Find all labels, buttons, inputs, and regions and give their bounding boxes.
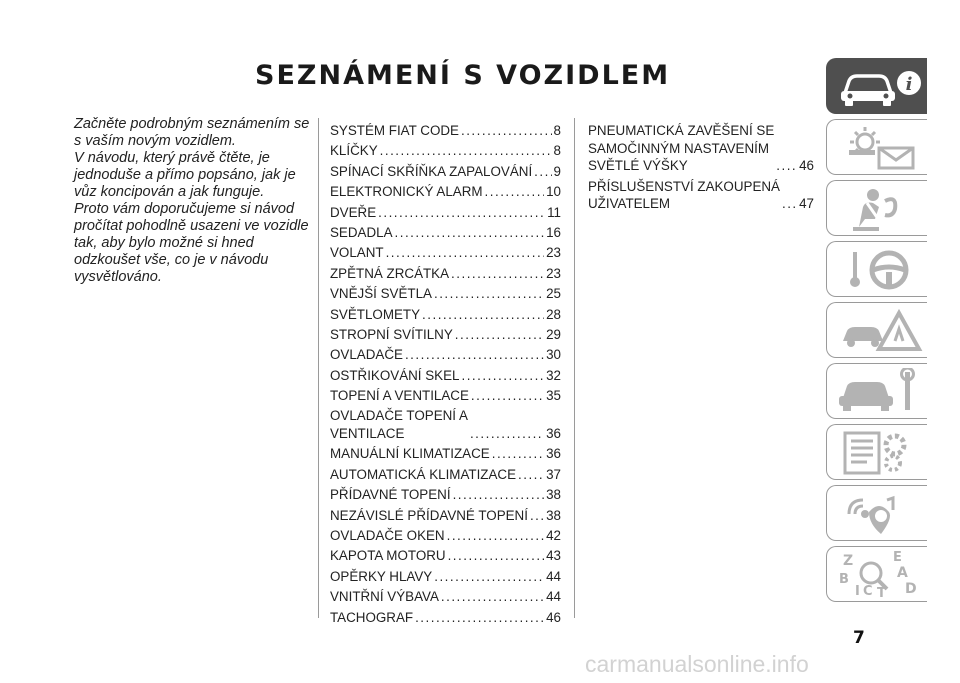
warning-lights-icon — [835, 124, 927, 170]
toc-entry-title: VNITŘNÍ VÝBAVA — [330, 589, 439, 605]
toc-entry[interactable] — [330, 224, 561, 242]
breakdown-warning-icon — [835, 307, 927, 353]
toc-entry-title: OVLADAČE TOPENÍ A VENTILACE — [330, 408, 468, 442]
toc-entry-page: 23 — [546, 245, 561, 261]
toc-entry[interactable] — [330, 285, 561, 303]
toc-leader-dots — [455, 326, 544, 344]
key-steering-wheel-icon — [835, 246, 927, 292]
toc-leader-dots — [441, 588, 544, 606]
index-letter: I — [855, 584, 860, 597]
toc-entry-title: OVLADAČE — [330, 347, 403, 363]
toc-entry[interactable] — [330, 466, 561, 484]
column-divider — [574, 118, 575, 618]
toc-entry-page: 8 — [553, 143, 561, 159]
toc-entry[interactable] — [330, 122, 561, 140]
toc-entry[interactable] — [330, 387, 561, 405]
toc-entry-title: SEDADLA — [330, 224, 393, 240]
page-title: SEZNÁMENÍ S VOZIDLEM — [255, 60, 671, 91]
page-number: 7 — [853, 628, 865, 648]
airbag-seatbelt-icon — [835, 185, 927, 231]
toc-entry-page: 29 — [546, 326, 561, 342]
toc-entry[interactable] — [330, 244, 561, 262]
toc-entry-title: TACHOGRAF — [330, 609, 414, 625]
toc-entry-page: 25 — [546, 286, 561, 302]
intro-paragraph: Proto vám doporučujeme si návod pročítat pohodlně usazeni ve vozidle tak, aby bylo možné si hned odzkoušet vše, co je v návodu vysvětlováno. — [74, 201, 309, 285]
toc-leader-dots — [395, 224, 545, 242]
toc-entry[interactable] — [330, 568, 561, 586]
toc-leader-dots — [434, 285, 544, 303]
toc-entry-title: ELEKTRONICKÝ ALARM — [330, 184, 483, 200]
toc-entry[interactable] — [330, 142, 561, 160]
toc-entry-page: 11 — [547, 204, 561, 220]
watermark: carmanualsonline.info — [585, 651, 809, 677]
car-maintenance-icon — [835, 368, 927, 414]
toc-leader-dots — [451, 265, 544, 283]
toc-leader-dots — [447, 527, 544, 545]
multimedia-icon — [835, 490, 927, 536]
toc-leader-dots — [471, 387, 544, 405]
toc-entry[interactable] — [330, 609, 561, 627]
tab-driving[interactable] — [826, 241, 927, 297]
car-info-icon — [835, 63, 927, 109]
toc-entry-title: OSTŘIKOVÁNÍ SKEL — [330, 367, 460, 383]
tab-safety[interactable] — [826, 180, 927, 236]
index-letter: Z — [843, 553, 854, 569]
toc-entry[interactable] — [330, 163, 561, 181]
intro-paragraph: V návodu, který právě čtěte, je jednoduše a přímo popsáno, jak je vůz koncipován a jak funguje. — [74, 150, 296, 200]
toc-entry[interactable] — [330, 547, 561, 565]
toc-entry-title: OPĚRKY HLAVY — [330, 568, 433, 584]
toc-entry-title: ZPĚTNÁ ZRCÁTKA — [330, 265, 450, 281]
toc-leader-dots — [380, 142, 552, 160]
toc-leader-dots — [492, 445, 544, 463]
toc-entry-title: VNĚJŠÍ SVĚTLA — [330, 286, 432, 302]
toc-entry-title: PNEUMATICKÁ ZAVĚŠENÍ SE SAMOČINNÝM NASTAVENÍM SVĚTLÉ VÝŠKY — [588, 123, 775, 174]
toc-entry-title: SVĚTLOMETY — [330, 306, 421, 322]
toc-entry-page: 8 — [553, 123, 561, 138]
tab-maintenance[interactable] — [826, 363, 927, 419]
toc-entry-title: PŘÍDAVNÉ TOPENÍ — [330, 487, 451, 503]
toc-entry-title: SYSTÉM FIAT CODE — [330, 123, 459, 138]
toc-leader-dots — [422, 306, 544, 324]
alphabetical-index-icon — [835, 551, 927, 597]
toc-leader-dots — [461, 122, 552, 140]
toc-entry-title: OVLADAČE OKEN — [330, 528, 445, 544]
toc-entry-page: 46 — [546, 609, 561, 625]
toc-leader-dots — [386, 244, 545, 262]
column-divider — [318, 118, 319, 618]
toc-entry-title: TOPENÍ A VENTILACE — [330, 388, 469, 404]
toc-entry[interactable] — [330, 346, 561, 364]
toc-leader-dots — [530, 507, 544, 525]
toc-entry-page: 46 — [799, 158, 814, 174]
index-letter: T — [877, 586, 886, 597]
toc-leader-dots — [470, 425, 544, 443]
technical-data-icon — [835, 429, 927, 475]
chapter-tabs — [826, 58, 927, 607]
toc-entry[interactable] — [330, 265, 561, 283]
toc-entry-page: 30 — [546, 347, 561, 363]
toc-entry-title: STROPNÍ SVÍTILNY — [330, 326, 453, 342]
svg-text:i: i — [905, 74, 913, 95]
toc-leader-dots — [453, 486, 545, 504]
index-letter: C — [863, 584, 873, 597]
tab-multimedia[interactable] — [826, 485, 927, 541]
toc-entry[interactable] — [330, 507, 561, 525]
toc-leader-dots — [776, 157, 797, 175]
toc-entry-page: 32 — [546, 367, 561, 383]
toc-entry[interactable] — [330, 183, 561, 201]
toc-entry-page: 35 — [546, 388, 561, 404]
toc-entry-page: 42 — [546, 528, 561, 544]
toc-entry-title: NEZÁVISLÉ PŘÍDAVNÉ TOPENÍ — [330, 507, 528, 523]
toc-entry-title: SPÍNACÍ SKŘÍŇKA ZAPALOVÁNÍ — [330, 163, 533, 179]
toc-leader-dots — [378, 204, 545, 222]
intro-paragraph: Začněte podrobným seznámením se s vaším novým vozidlem. — [74, 116, 310, 149]
toc-entry[interactable] — [330, 407, 561, 442]
toc-entry[interactable] — [330, 527, 561, 545]
toc-entry-page: 38 — [546, 487, 561, 503]
toc-entry-page: 47 — [799, 196, 814, 212]
toc-entry-page: 44 — [546, 589, 561, 605]
index-letter: D — [905, 581, 917, 597]
index-letter: A — [897, 565, 908, 581]
toc-entry[interactable] — [330, 306, 561, 324]
toc-entry-title: KAPOTA MOTORU — [330, 548, 446, 564]
toc-leader-dots — [434, 568, 544, 586]
tab-technical-data[interactable] — [826, 424, 927, 480]
index-letter: E — [893, 551, 902, 565]
toc-entry-page: 38 — [546, 507, 561, 523]
toc-entry-page: 36 — [546, 446, 561, 462]
toc-leader-dots — [782, 195, 797, 213]
toc-entry[interactable] — [330, 326, 561, 344]
toc-entry-page: 10 — [546, 184, 561, 200]
toc-entry-title: DVEŘE — [330, 204, 377, 220]
toc-entry[interactable] — [330, 367, 561, 385]
toc-entry-page: 16 — [546, 224, 561, 240]
toc-entry-title: PŘÍSLUŠENSTVÍ ZAKOUPENÁ UŽIVATELEM — [588, 178, 780, 212]
tab-car-info[interactable] — [826, 58, 927, 114]
toc-entry[interactable] — [330, 486, 561, 504]
tab-emergency[interactable] — [826, 302, 927, 358]
toc-entry-title: AUTOMATICKÁ KLIMATIZACE — [330, 466, 517, 482]
toc-leader-dots — [448, 547, 545, 565]
toc-entry-page: 44 — [546, 568, 561, 584]
toc-leader-dots — [415, 609, 544, 627]
toc-leader-dots — [485, 183, 545, 201]
toc-entry-title: VOLANT — [330, 245, 384, 261]
toc-entry[interactable] — [588, 122, 814, 175]
toc-leader-dots — [461, 367, 544, 385]
toc-entry-page: 23 — [546, 265, 561, 281]
tab-index[interactable] — [826, 546, 927, 602]
toc-entry-page: 9 — [553, 163, 561, 179]
tab-warning-lights[interactable] — [826, 119, 927, 175]
toc-entry[interactable] — [330, 445, 561, 463]
intro-text — [74, 116, 310, 286]
toc-leader-dots — [405, 346, 544, 364]
toc-leader-dots — [518, 466, 544, 484]
toc-entry-page: 43 — [546, 548, 561, 564]
toc-column-1 — [330, 122, 561, 629]
toc-leader-dots — [534, 163, 551, 181]
toc-entry-page: 37 — [546, 466, 561, 482]
toc-entry-page: 36 — [546, 426, 561, 442]
toc-entry[interactable] — [330, 588, 561, 606]
toc-entry-page: 28 — [546, 306, 561, 322]
toc-column-2 — [588, 122, 814, 216]
index-letter: B — [839, 572, 849, 587]
toc-entry[interactable] — [330, 204, 561, 222]
toc-entry-title: KLÍČKY — [330, 143, 378, 159]
toc-entry-title: MANUÁLNÍ KLIMATIZACE — [330, 446, 490, 462]
toc-entry[interactable] — [588, 178, 814, 213]
